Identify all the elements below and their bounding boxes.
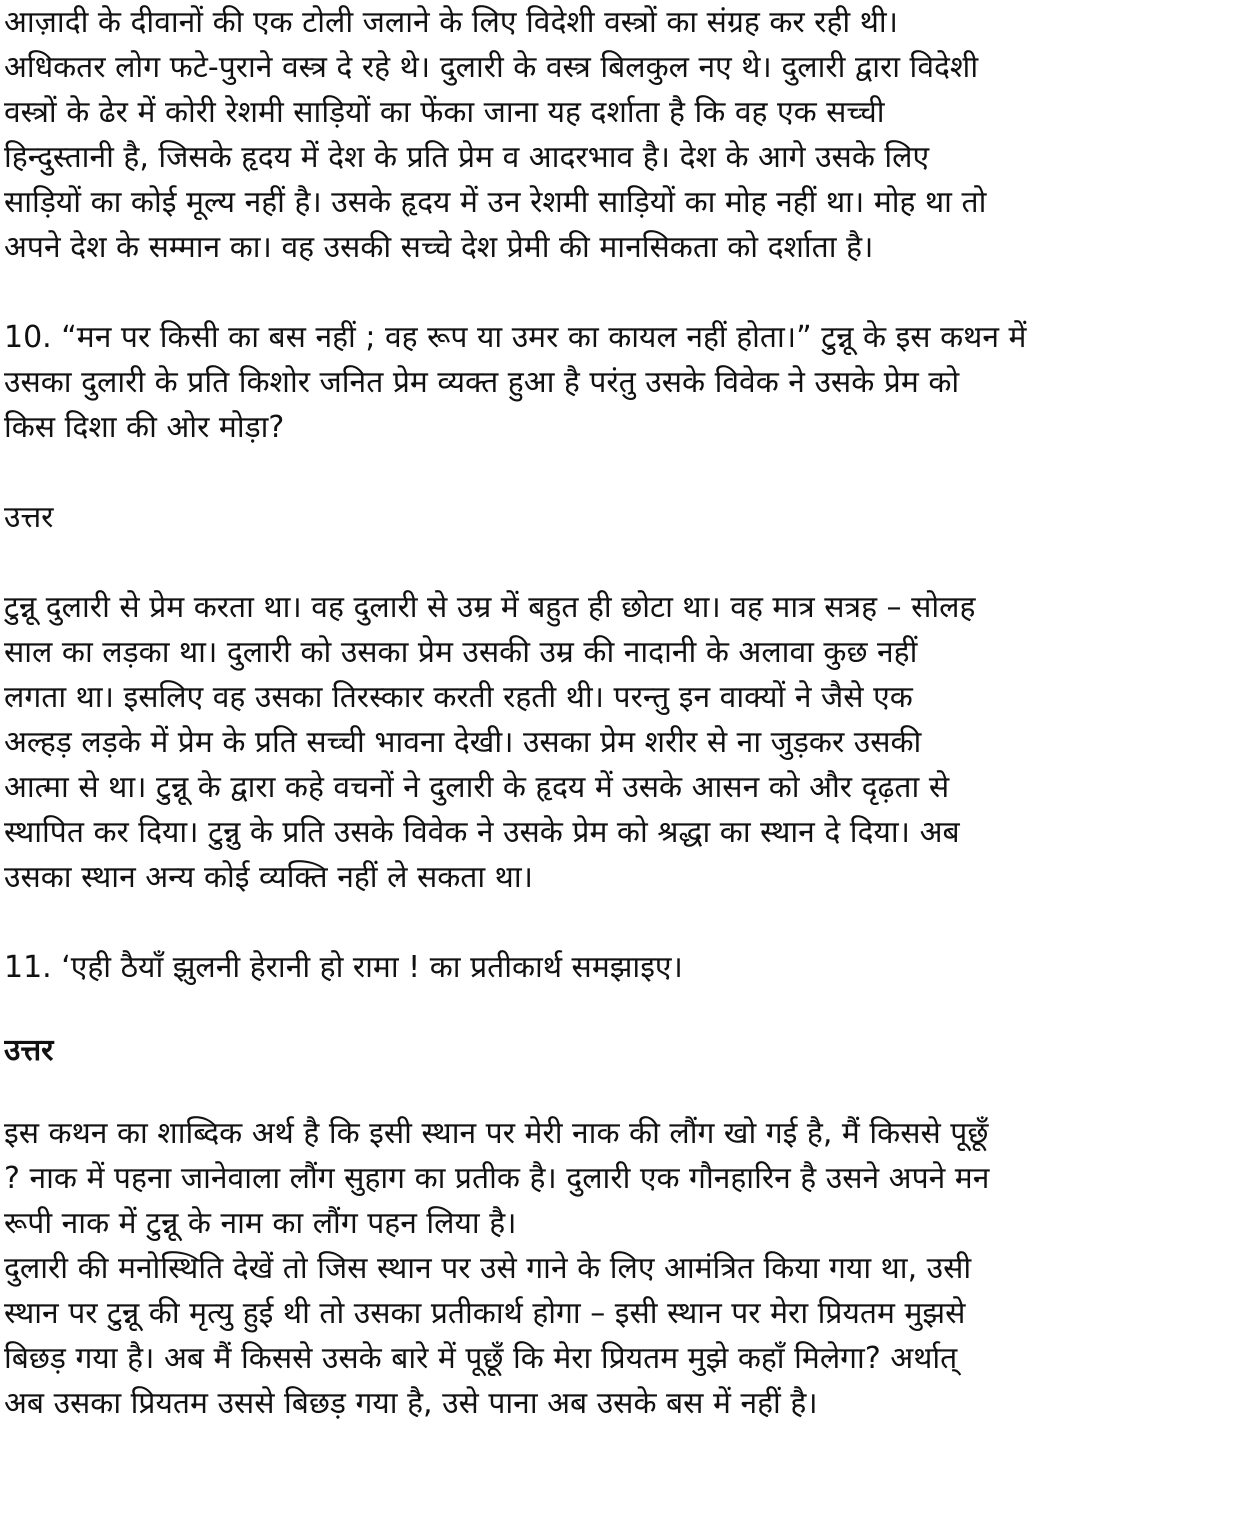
text-line: किस दिशा की ओर मोड़ा? xyxy=(4,410,285,445)
text-line: ? नाक में पहना जानेवाला लौंग सुहाग का प्रतीक है। दुलारी एक गौनहारिन है उसने अपने मन xyxy=(4,1161,990,1196)
text-line: लगता था। इसलिए वह उसका तिरस्कार करती रहती थी। परन्तु इन वाक्यों ने जैसे एक xyxy=(4,680,913,715)
text-line: वस्त्रों के ढेर में कोरी रेशमी साड़ियों का फेंका जाना यह दर्शाता है कि वह एक सच्ची xyxy=(4,95,885,130)
paragraph-spacer xyxy=(4,1073,1245,1111)
text-line: दुलारी की मनोस्थिति देखें तो जिस स्थान पर उसे गाने के लिए आमंत्रित किया गया था, उसी xyxy=(4,1251,972,1286)
text-line: आज़ादी के दीवानों की एक टोली जलाने के लिए विदेशी वस्त्रों का संग्रह कर रही थी। xyxy=(4,5,899,40)
text-line: हिन्दुस्तानी है, जिसके हृदय में देश के प्रति प्रेम व आदरभाव है। देश के आगे उसके लिए xyxy=(4,140,930,175)
question-10 xyxy=(4,315,1245,450)
text-line: स्थापित कर दिया। टुन्नु के प्रति उसके विवेक ने उसके प्रेम को श्रद्धा का स्थान दे दिया। अब xyxy=(4,815,960,850)
text-line: 10. “मन पर किसी का बस नहीं ; वह रूप या उमर का कायल नहीं होता।” टुन्नू के इस कथन में xyxy=(4,320,1027,355)
text-line: आत्मा से था। टुन्नू के द्वारा कहे वचनों ने दुलारी के हृदय में उसके आसन को और दृढ़ता से xyxy=(4,770,950,805)
paragraph-spacer xyxy=(4,270,1245,315)
text-line: अब उसका प्रियतम उससे बिछड़ गया है, उसे पाना अब उसके बस में नहीं है। xyxy=(4,1386,818,1421)
text-line: स्थान पर टुन्नू की मृत्यु हुई थी तो उसका प्रतीकार्थ होगा – इसी स्थान पर मेरा प्रियतम मुझसे xyxy=(4,1296,966,1331)
paragraph-spacer xyxy=(4,540,1245,585)
text-line: अधिकतर लोग फटे-पुराने वस्त्र दे रहे थे। दुलारी के वस्त्र बिलकुल नए थे। दुलारी द्वारा विदेशी xyxy=(4,50,979,85)
question-11 xyxy=(4,945,1245,990)
text-line: उसका स्थान अन्य कोई व्यक्ति नहीं ले सकता था। xyxy=(4,860,533,895)
text-line: उसका दुलारी के प्रति किशोर जनित प्रेम व्यक्त हुआ है परंतु उसके विवेक ने उसके प्रेम को xyxy=(4,365,960,400)
answer-heading: उत्तर xyxy=(4,500,54,535)
answer-10 xyxy=(4,585,1245,900)
text-line: रूपी नाक में टुन्नू के नाम का लौंग पहन लिया है। xyxy=(4,1206,517,1241)
text-line: साड़ियों का कोई मूल्य नहीं है। उसके हृदय में उन रेशमी साड़ियों का मोह नहीं था। मोह था तो xyxy=(4,185,987,220)
paragraph-spacer xyxy=(4,900,1245,945)
text-line: अल्हड़ लड़के में प्रेम के प्रति सच्ची भावना देखी। उसका प्रेम शरीर से ना जुड़कर उसकी xyxy=(4,725,922,760)
answer-11 xyxy=(4,1111,1245,1426)
paragraph-answer-9-continued xyxy=(4,0,1245,270)
paragraph-spacer xyxy=(4,450,1245,495)
text-line: टुन्नू दुलारी से प्रेम करता था। वह दुलारी से उम्र में बहुत ही छोटा था। वह मात्र सत्रह – सोलह xyxy=(4,590,976,625)
text-line: अपने देश के सम्मान का। वह उसकी सच्चे देश प्रेमी की मानसिकता को दर्शाता है। xyxy=(4,230,874,265)
text-line: इस कथन का शाब्दिक अर्थ है कि इसी स्थान पर मेरी नाक की लौंग खो गई है, मैं किससे पूछूँ xyxy=(4,1116,989,1151)
answer-heading: उत्तर xyxy=(4,1033,54,1068)
text-line: बिछड़ गया है। अब मैं किससे उसके बारे में पूछूँ कि मेरा प्रियतम मुझे कहाँ मिलेगा? अर्थात् xyxy=(4,1341,958,1376)
text-line: 11. ‘एही ठैयाँ झुलनी हेरानी हो रामा ! का प्रतीकार्थ समझाइए। xyxy=(4,950,683,985)
text-line: साल का लड़का था। दुलारी को उसका प्रेम उसकी उम्र की नादानी के अलावा कुछ नहीं xyxy=(4,635,918,670)
paragraph-spacer xyxy=(4,990,1245,1028)
